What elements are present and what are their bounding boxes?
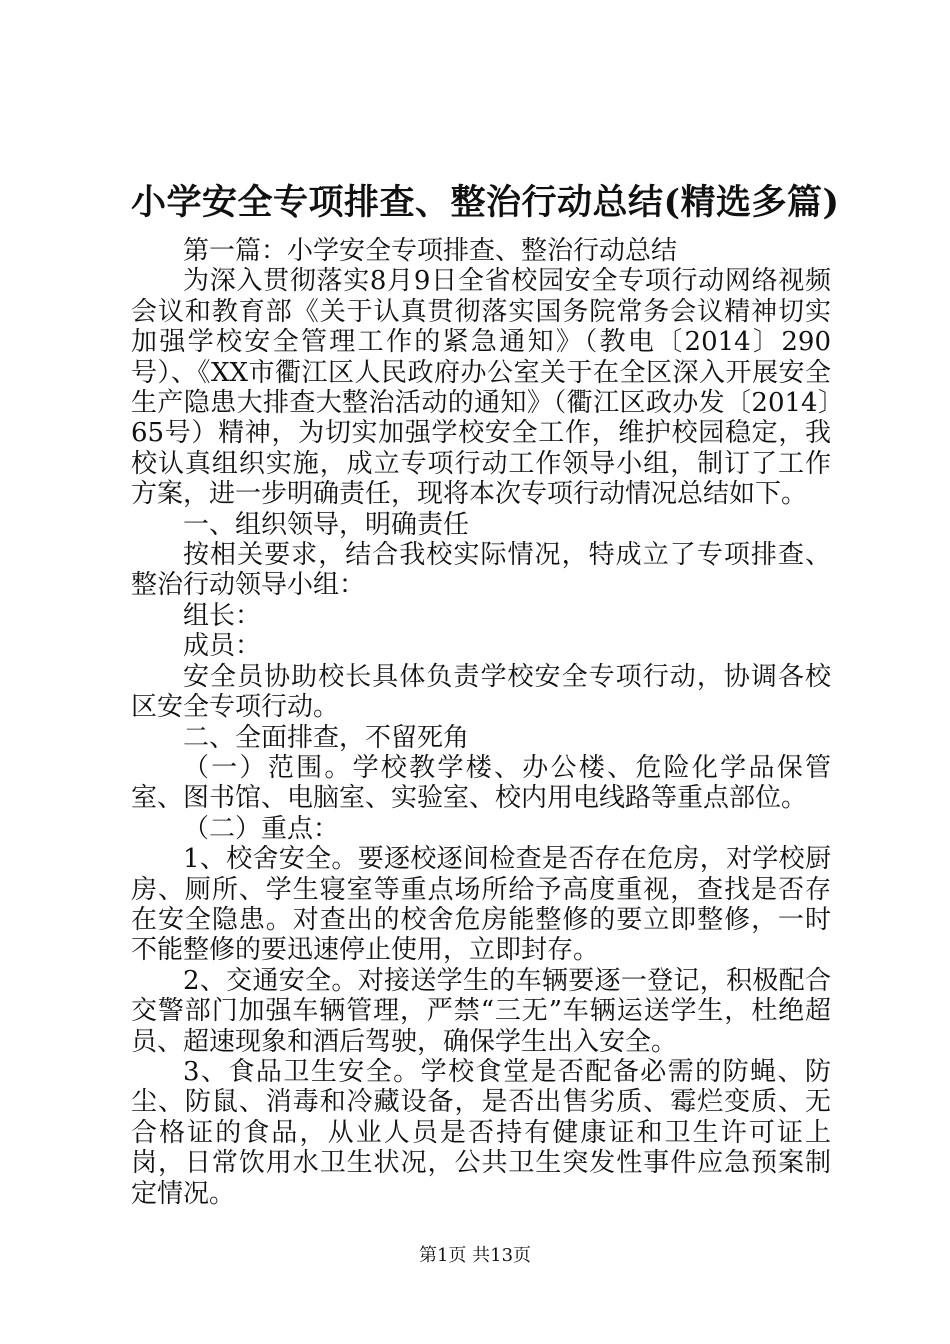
paragraph: 1、校舍安全。要逐校逐间检查是否存在危房，对学校厨房、厕所、学生寝室等重点场所给予高度重视，查找是否存在安全隐患。对查出的校舍危房能整修的要立即整修，一时不能整修的要迅速停止使用，立即封存。: [131, 844, 831, 966]
paragraph: 组长：: [183, 600, 262, 631]
paragraph: 按相关要求，结合我校实际情况，特成立了专项排查、整治行动领导小组：: [131, 540, 831, 601]
paragraph: （二）重点：: [183, 813, 340, 844]
page-number-footer: 第1页 共13页: [418, 1245, 532, 1266]
paragraph: 为深入贯彻落实8月9日全省校园安全专项行动网络视频会议和教育部《关于认真贯彻落实国务院常务会议精神切实加强学校安全管理工作的紧急通知》（教电〔2014〕290号）、《XX市衢江区人民政府办公室关于在全区深入开展安全生产隐患大排查大整治活动的通知》（衢江区政办发〔2014〕65号）精神，为切实加强学校安全工作，维护校园稳定，我校认真组织实施，成立专项行动工作领导小组，制订了工作方案，进一步明确责任，现将本次专项行动情况总结如下。: [131, 266, 831, 510]
paragraph: 3、食品卫生安全。学校食堂是否配备必需的防蝇、防尘、防鼠、消毒和冷藏设备，是否出售劣质、霉烂变质、无合格证的食品，从业人员是否持有健康证和卫生许可证上岗，日常饮用水卫生状况，公共卫生突发性事件应急预案制定情况。: [131, 1056, 831, 1209]
paragraph: 安全员协助校长具体负责学校安全专项行动，协调各校区安全专项行动。: [131, 661, 831, 723]
section-heading: 一、组织领导，明确责任: [183, 509, 470, 540]
section-heading: 二、全面排查，不留死角: [183, 722, 470, 753]
paragraph: 2、交通安全。对接送学生的车辆要逐一登记，积极配合交警部门加强车辆管理，严禁“三无”车辆运送学生，杜绝超员、超速现象和酒后驾驶，确保学生出入安全。: [131, 965, 831, 1057]
document-title: 小学安全专项排查、整治行动总结(精选多篇): [131, 182, 840, 223]
paragraph: （一）范围。学校教学楼、办公楼、危险化学品保管室、图书馆、电脑室、实验室、校内用电线路等重点部位。: [131, 752, 831, 814]
document-body: [131, 236, 831, 1209]
section-heading: 第一篇：小学安全专项排查、整治行动总结: [183, 236, 678, 266]
paragraph: 成员：: [183, 631, 262, 662]
